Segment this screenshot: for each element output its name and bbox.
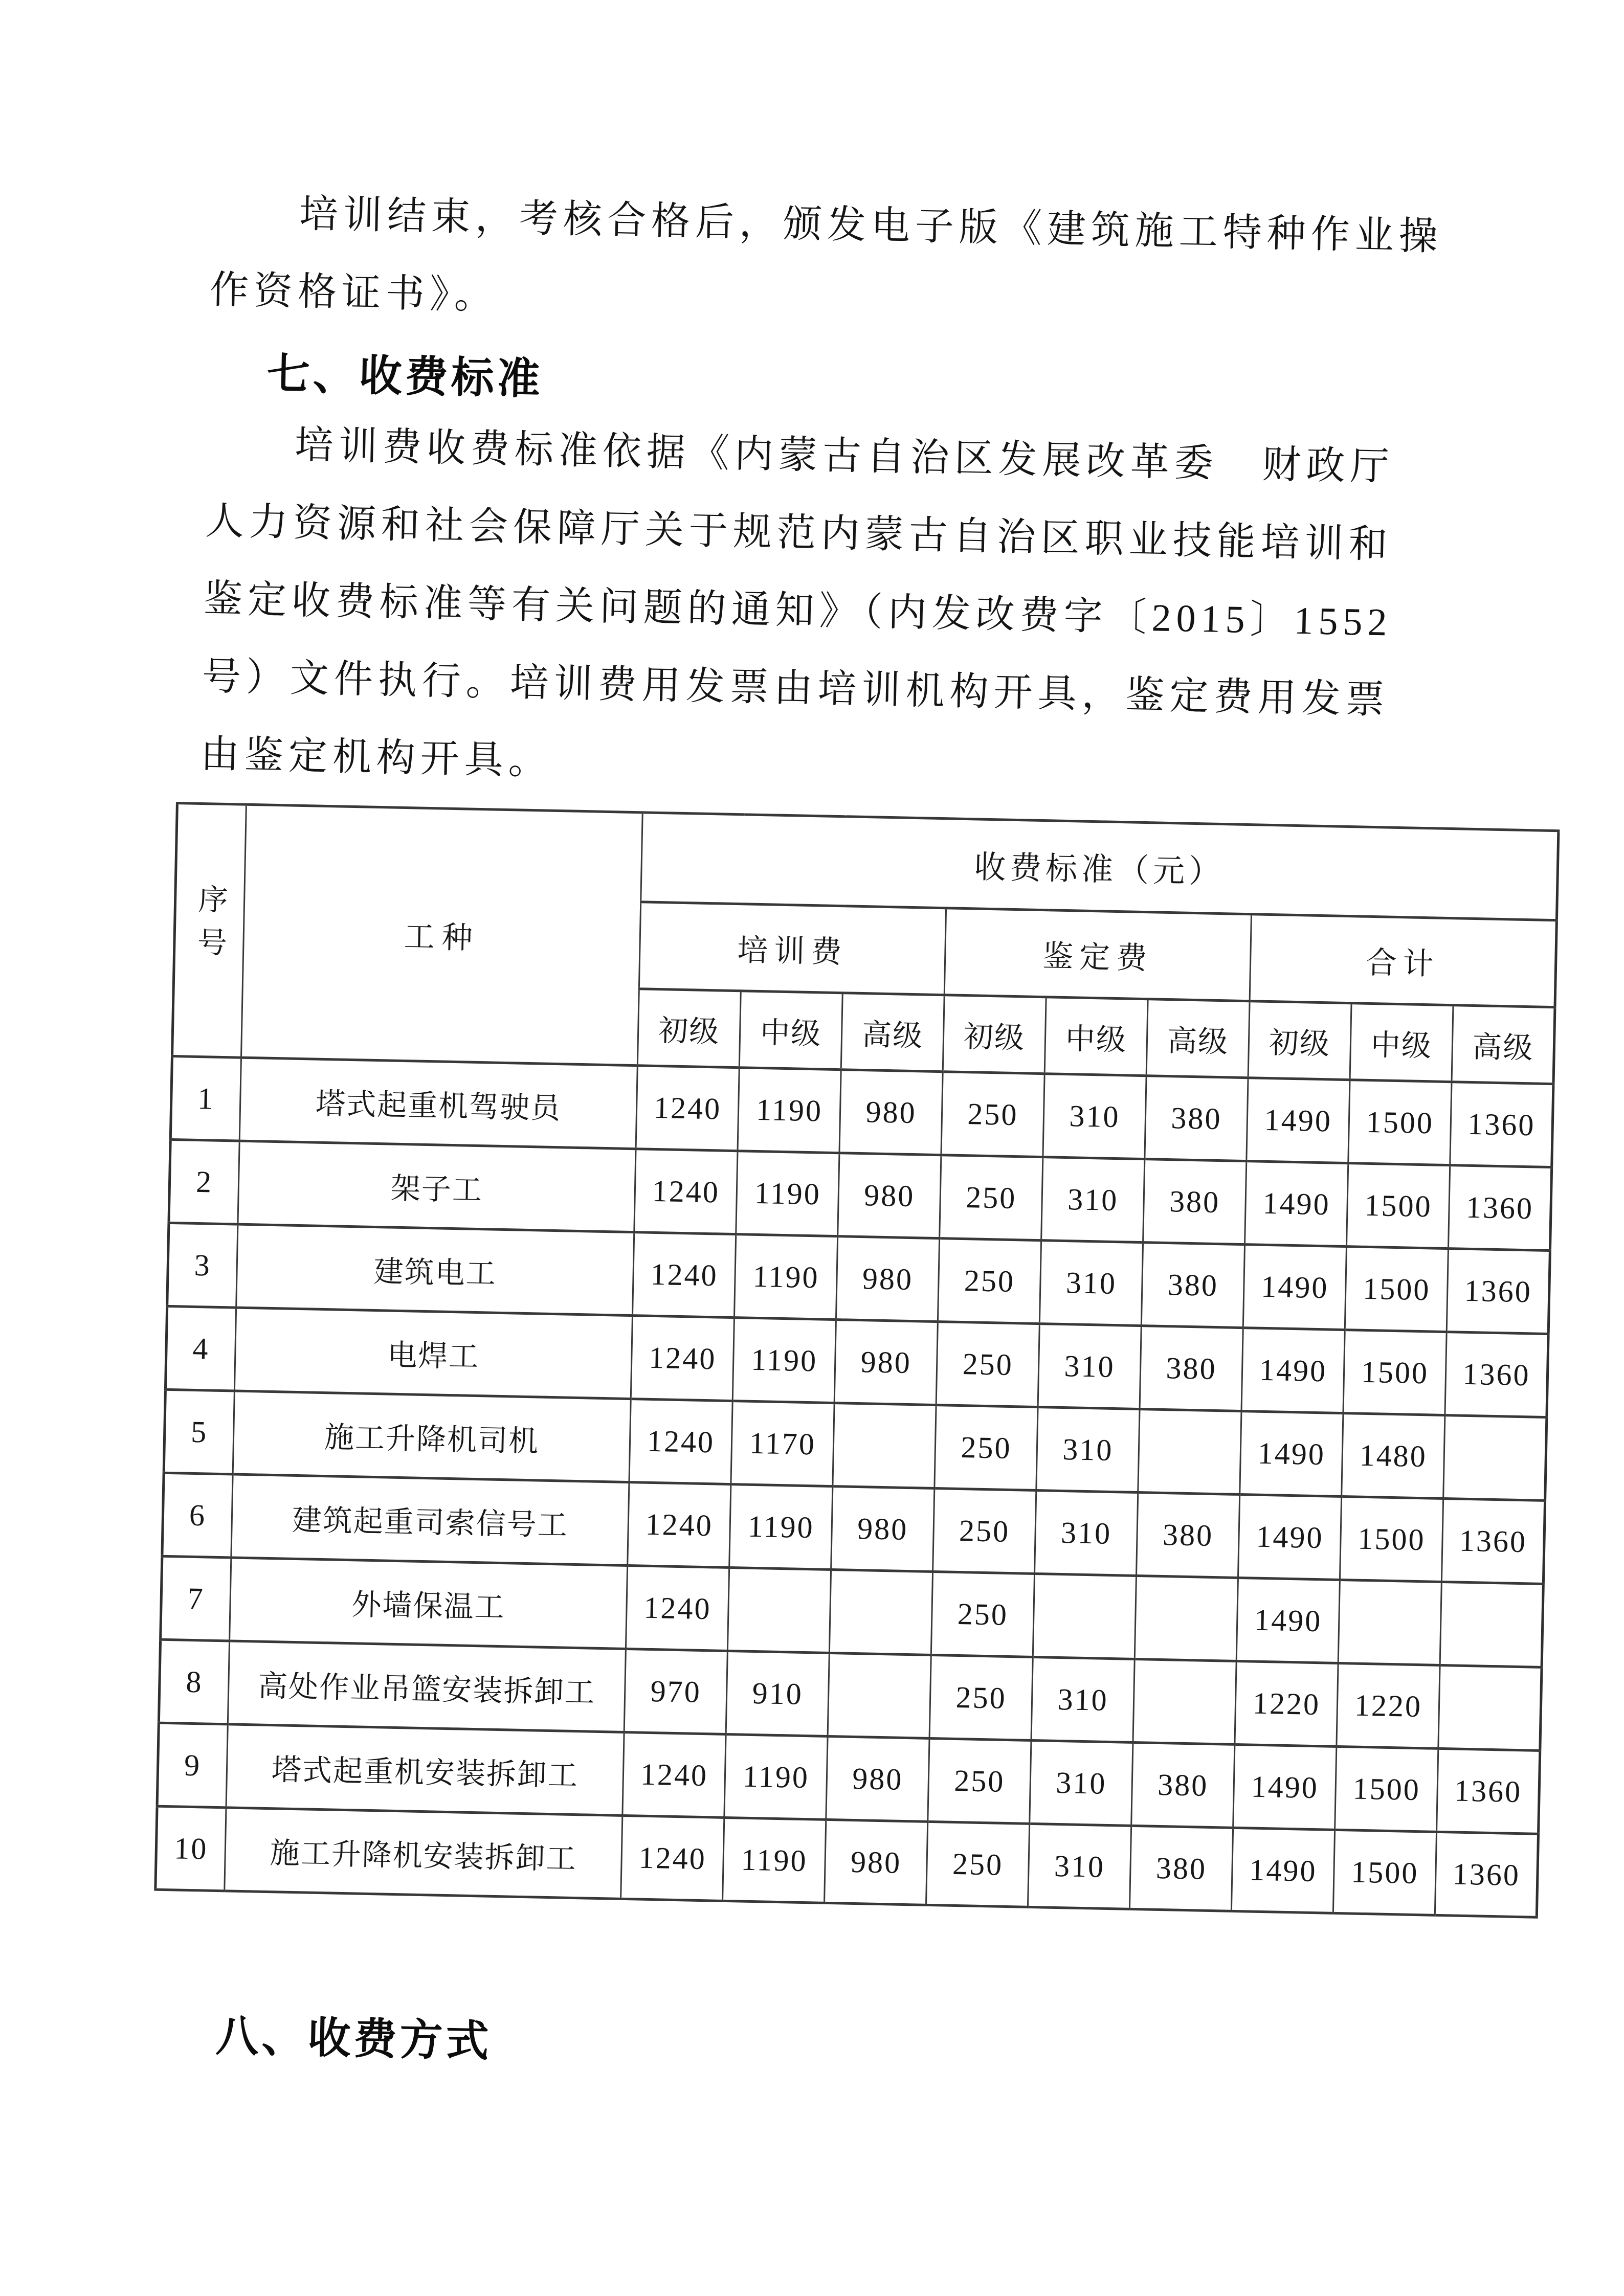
cell-appraisal-advanced: 380 [1145, 1076, 1248, 1161]
header-serial [172, 803, 247, 1058]
section-7-heading: 七、收费标准 [266, 349, 544, 403]
cell-jobtype: 外墙保温工 [230, 1558, 628, 1649]
paragraph-line: 培训结束，考核合格后，颁发电子版《建筑施工特种作业操 [299, 192, 1443, 259]
cell-appraisal-advanced [1133, 1659, 1236, 1744]
cell-training-intermediate: 1190 [734, 1234, 837, 1320]
cell-total-advanced [1438, 1665, 1542, 1750]
paragraph-line: 鉴定收费标准等有关问题的通知》（内发改费字〔2015〕1552 [203, 577, 1393, 644]
cell-appraisal-advanced [1138, 1409, 1241, 1495]
cell-total-intermediate: 1500 [1340, 1497, 1443, 1582]
cell-appraisal-intermediate [1033, 1573, 1136, 1659]
cell-total-elementary: 1490 [1240, 1411, 1343, 1497]
paragraph-fee-basis [199, 404, 1455, 818]
cell-appraisal-intermediate: 310 [1043, 1074, 1146, 1159]
header-level-elementary: 初级 [637, 989, 741, 1068]
cell-training-advanced [833, 1403, 936, 1489]
cell-serial: 5 [164, 1389, 234, 1474]
cell-appraisal-advanced: 380 [1143, 1159, 1247, 1245]
cell-appraisal-advanced: 380 [1141, 1243, 1244, 1328]
cell-total-advanced: 1360 [1437, 1748, 1540, 1834]
cell-training-elementary: 1240 [622, 1732, 726, 1817]
cell-jobtype: 施工升降机司机 [233, 1391, 631, 1482]
cell-training-elementary: 970 [624, 1649, 727, 1734]
cell-jobtype: 架子工 [238, 1141, 636, 1232]
cell-training-intermediate [727, 1568, 831, 1653]
paragraph-certificate [209, 173, 1460, 354]
cell-training-elementary: 1240 [626, 1566, 729, 1651]
cell-training-elementary: 1240 [621, 1815, 724, 1901]
cell-appraisal-elementary: 250 [941, 1072, 1044, 1157]
cell-total-advanced [1440, 1582, 1543, 1667]
cell-training-intermediate: 1190 [724, 1734, 828, 1819]
cell-training-elementary: 1240 [628, 1482, 731, 1568]
header-level-elementary: 初级 [1248, 1001, 1351, 1080]
cell-jobtype: 塔式起重机安装拆卸工 [226, 1724, 624, 1816]
cell-training-intermediate: 1190 [736, 1151, 839, 1236]
cell-training-advanced [829, 1570, 932, 1655]
cell-serial: 7 [161, 1556, 231, 1641]
cell-training-elementary: 1240 [631, 1316, 734, 1401]
cell-training-advanced: 980 [826, 1736, 929, 1821]
paragraph-line: 由鉴定机构开具。 [200, 732, 553, 783]
cell-appraisal-advanced: 380 [1131, 1742, 1235, 1828]
cell-training-elementary: 1240 [629, 1399, 732, 1484]
table-body [155, 1056, 1553, 1917]
header-level-intermediate: 中级 [739, 991, 842, 1070]
cell-training-intermediate: 1190 [732, 1318, 836, 1403]
header-level-advanced: 高级 [1146, 999, 1250, 1078]
cell-appraisal-elementary: 250 [933, 1489, 1036, 1574]
cell-total-intermediate: 1500 [1343, 1330, 1447, 1415]
section-8-heading: 八、收费方式 [215, 2012, 493, 2065]
cell-appraisal-intermediate: 310 [1039, 1241, 1143, 1326]
cell-training-intermediate: 1190 [723, 1817, 826, 1903]
cell-appraisal-intermediate: 310 [1030, 1740, 1133, 1826]
cell-appraisal-intermediate: 310 [1041, 1157, 1145, 1243]
header-fee-standard: 收费标准（元） [641, 813, 1559, 920]
cell-jobtype: 高处作业吊篮安装拆卸工 [228, 1641, 626, 1732]
cell-serial: 6 [162, 1473, 233, 1558]
cell-serial: 4 [165, 1306, 236, 1391]
cell-total-intermediate [1338, 1580, 1441, 1665]
cell-total-intermediate: 1220 [1337, 1663, 1440, 1748]
paragraph-line: 人力资源和社会保障厅关于规范内蒙古自治区职业技能培训和 [205, 500, 1393, 567]
cell-training-advanced: 980 [838, 1153, 941, 1239]
cell-training-advanced: 980 [834, 1320, 938, 1405]
cell-training-elementary: 1240 [636, 1066, 739, 1151]
cell-total-elementary: 1490 [1247, 1078, 1350, 1163]
cell-training-elementary: 1240 [633, 1232, 736, 1318]
cell-training-advanced [828, 1653, 931, 1738]
cell-training-intermediate: 1170 [731, 1401, 834, 1487]
header-level-elementary: 初级 [943, 995, 1046, 1074]
cell-appraisal-elementary: 250 [936, 1322, 1039, 1407]
cell-total-elementary: 1490 [1241, 1328, 1345, 1413]
cell-total-advanced: 1360 [1448, 1165, 1551, 1251]
paragraph-line: 培训费收费标准依据《内蒙古自治区发展改革委 财政厅 [294, 423, 1395, 489]
cell-appraisal-elementary: 250 [935, 1405, 1038, 1491]
cell-jobtype: 建筑电工 [236, 1224, 634, 1316]
cell-total-advanced: 1360 [1441, 1499, 1545, 1584]
cell-training-intermediate: 910 [726, 1651, 829, 1736]
cell-total-advanced: 1360 [1435, 1832, 1538, 1917]
cell-total-elementary: 1490 [1238, 1495, 1341, 1580]
cell-appraisal-elementary: 250 [938, 1239, 1041, 1324]
cell-total-intermediate: 1500 [1345, 1247, 1448, 1332]
cell-total-elementary: 1490 [1231, 1828, 1334, 1913]
cell-total-intermediate: 1480 [1342, 1413, 1445, 1499]
cell-appraisal-elementary: 250 [929, 1655, 1033, 1740]
cell-total-elementary: 1490 [1236, 1578, 1340, 1663]
cell-serial: 8 [159, 1639, 229, 1724]
cell-training-intermediate: 1190 [738, 1068, 841, 1153]
cell-appraisal-intermediate: 310 [1031, 1657, 1134, 1742]
header-training-fee: 培训费 [639, 902, 946, 995]
header-level-intermediate: 中级 [1044, 997, 1148, 1076]
cell-total-advanced: 1360 [1447, 1249, 1550, 1334]
cell-jobtype: 电焊工 [234, 1308, 632, 1399]
cell-appraisal-intermediate: 310 [1038, 1324, 1141, 1409]
header-level-intermediate: 中级 [1350, 1003, 1453, 1082]
cell-total-intermediate: 1500 [1335, 1746, 1438, 1832]
header-appraisal-fee: 鉴定费 [944, 908, 1251, 1001]
cell-total-elementary: 1490 [1245, 1161, 1348, 1247]
cell-appraisal-elementary: 250 [928, 1738, 1031, 1824]
cell-appraisal-intermediate: 310 [1028, 1824, 1131, 1909]
cell-appraisal-intermediate: 310 [1035, 1491, 1138, 1576]
cell-jobtype: 施工升降机安装拆卸工 [225, 1808, 622, 1899]
fee-standard-table [154, 802, 1560, 1919]
cell-appraisal-elementary: 250 [926, 1821, 1029, 1907]
cell-total-advanced [1443, 1415, 1547, 1501]
paragraph-line: 号）文件执行。培训费用发票由培训机构开具，鉴定费用发票 [202, 655, 1390, 722]
paragraph-line: 作资格证书》。 [209, 268, 499, 318]
cell-appraisal-elementary: 250 [940, 1155, 1043, 1241]
header-serial-label: 序号 [192, 883, 228, 971]
cell-total-intermediate: 1500 [1347, 1163, 1450, 1249]
cell-total-advanced: 1360 [1450, 1082, 1553, 1167]
header-jobtype: 工种 [241, 804, 642, 1065]
cell-training-advanced: 980 [831, 1487, 935, 1572]
cell-total-intermediate: 1500 [1333, 1830, 1436, 1915]
cell-serial: 2 [169, 1139, 239, 1224]
header-total-fee: 合计 [1250, 914, 1556, 1007]
cell-appraisal-advanced [1134, 1575, 1238, 1661]
cell-appraisal-intermediate: 310 [1036, 1407, 1140, 1493]
cell-appraisal-elementary: 250 [931, 1571, 1034, 1657]
header-level-advanced: 高级 [1452, 1005, 1555, 1084]
cell-serial: 9 [157, 1723, 228, 1808]
cell-jobtype: 塔式起重机驾驶员 [239, 1057, 637, 1149]
cell-appraisal-advanced: 380 [1137, 1493, 1240, 1578]
cell-training-advanced: 980 [836, 1236, 939, 1322]
cell-serial: 10 [155, 1806, 226, 1891]
cell-training-elementary: 1240 [634, 1149, 738, 1234]
cell-total-elementary: 1220 [1235, 1661, 1338, 1746]
cell-training-advanced: 980 [825, 1819, 928, 1905]
cell-training-advanced: 980 [839, 1070, 943, 1155]
cell-appraisal-advanced: 380 [1140, 1326, 1243, 1411]
cell-total-elementary: 1490 [1233, 1744, 1337, 1830]
cell-serial: 1 [170, 1056, 241, 1141]
cell-appraisal-advanced: 380 [1129, 1826, 1233, 1911]
cell-training-intermediate: 1190 [729, 1484, 833, 1570]
cell-jobtype: 建筑起重司索信号工 [231, 1474, 629, 1566]
cell-total-advanced: 1360 [1445, 1332, 1548, 1417]
cell-total-elementary: 1490 [1243, 1245, 1346, 1330]
header-level-advanced: 高级 [841, 993, 944, 1072]
cell-total-intermediate: 1500 [1348, 1080, 1452, 1165]
cell-serial: 3 [167, 1223, 238, 1308]
